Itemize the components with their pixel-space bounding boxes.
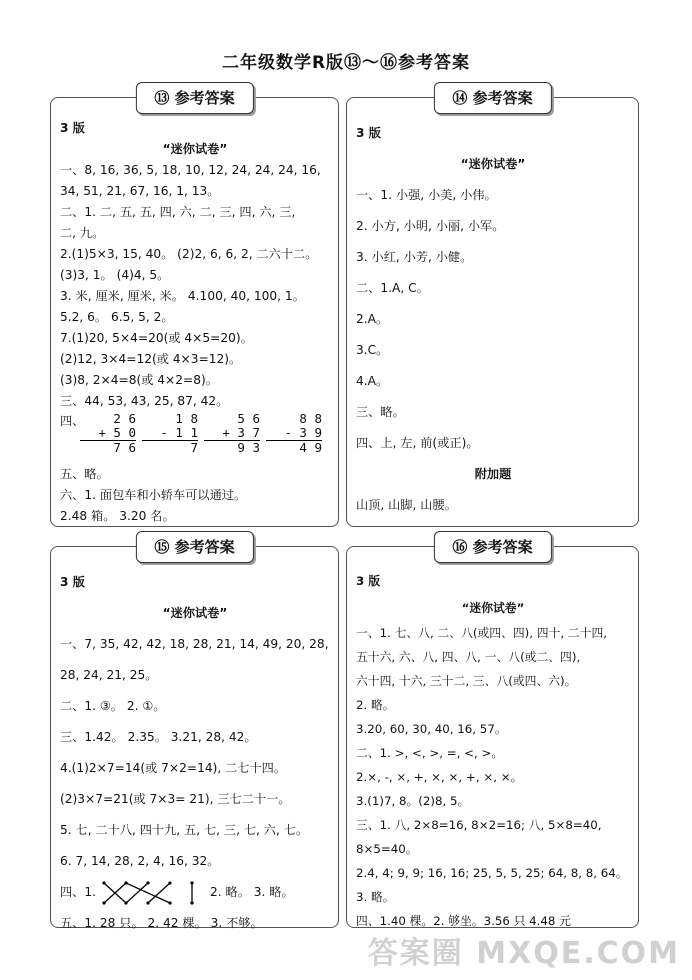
extra-section-title: 附加题 [474,467,512,481]
panel-16-content [356,567,630,933]
answer-line: 二, 九。 [60,226,105,240]
answer-line: 2.×, -, ×, +, ×, ×, +, ×, ×。 [356,770,523,784]
page-title: 二年级数学R版⑬～⑯参考答案 [221,53,471,73]
answer-panel-15 [50,538,339,930]
answer-line: 一、8, 16, 36, 5, 18, 10, 12, 24, 24, 24, 16, [60,163,321,177]
answer-line: 2. 小方, 小明, 小丽, 小军。 [356,219,505,233]
edition-label: 3 版 [60,575,85,589]
answer-line: 六十四, 十六, 三十二, 三、八(或四、六)。 [356,674,577,688]
operand-bottom: + 3 7 [204,426,260,441]
answer-line: 三、44, 53, 43, 25, 87, 42。 [60,394,229,408]
answer-line: 8×5=40。 [356,842,418,856]
answer-line: 四、上, 左, 前(或正)。 [356,436,479,450]
answer-line: 二、1. 二, 五, 五, 四, 六, 二, 三, 四, 六, 三, [60,205,296,219]
answer-line: 6. 7, 14, 28, 2, 4, 16, 32。 [60,854,220,868]
answer-line: 三、1.42。 2.35。 3.21, 28, 42。 [60,730,257,744]
answer-panel-14 [346,89,639,527]
result: 4 9 [299,440,322,455]
result: 9 3 [237,440,260,455]
matching-question [60,877,330,908]
answer-line: 3. 小红, 小芳, 小健。 [356,250,473,264]
answer-line: 四、1.40 棵。2. 够坐。3.56 只 4.48 元 [356,914,571,928]
answer-line: 二、1. ③。 2. ①。 [60,699,166,713]
answer-line: 3.(1)7, 8。(2)8, 5。 [356,794,470,808]
vertical-problem-1 [80,412,136,455]
panel-15-tab: ⑮ 参考答案 [135,531,253,563]
panel-14-tab: ⑭ 参考答案 [433,82,551,114]
answer-line: (3)3, 1。 (4)4, 5。 [60,268,170,282]
operand-bottom: - 1 1 [142,426,198,441]
answer-line: 3. 略。 [356,890,395,904]
result: 7 [190,440,198,455]
section-subtitle: “迷你试卷” [461,601,525,615]
match-label: 四、1. [60,885,97,899]
answer-line: 4.A。 [356,374,389,388]
edition-label: 3 版 [60,121,85,135]
answer-line: 二、1.A, C。 [356,281,429,295]
panel-14-content [356,118,630,521]
answer-line: (3)8, 2×4=8(或 4×2=8)。 [60,373,218,387]
answer-line: 一、7, 35, 42, 42, 18, 28, 21, 14, 49, 20, 28, [60,637,329,651]
answer-line: 34, 51, 21, 67, 16, 1, 13。 [60,184,220,198]
answer-line: 2. 略。 [356,698,395,712]
panel-13-tab: ⑬ 参考答案 [135,82,253,114]
answer-line: 五、1. 28 只。 2. 42 棵。 3. 不够。 [60,916,263,930]
vertical-problem-4 [266,412,322,455]
edition-label: 3 版 [356,574,381,588]
answer-line: 2.48 箱。 3.20 名。 [60,509,175,523]
answer-line: 3. 米, 厘米, 厘米, 米。 4.100, 40, 100, 1。 [60,289,305,303]
answer-line: (2)12, 3×4=12(或 4×3=12)。 [60,352,242,366]
operand-top: 5 6 [237,411,260,426]
panel-15-content [60,567,330,939]
vertical-problem-3 [204,412,260,455]
answer-line: 六、1. 面包车和小轿车可以通过。 [60,488,247,502]
watermark-logo: 答案圈 MXQE.COM [367,936,680,971]
panel-16-tab: ⑯ 参考答案 [433,531,551,563]
math-label: 四、 [60,414,85,428]
operand-top: 8 8 [299,411,322,426]
section-subtitle: “迷你试卷” [162,142,228,156]
answer-panel-13 [50,89,339,527]
operand-bottom: - 3 9 [266,426,322,441]
answer-line: 山顶, 山脚, 山腰。 [356,498,457,512]
vertical-arithmetic [60,412,330,464]
answer-line: 2.4, 4; 9, 9; 16, 16; 25, 5, 5, 25; 64, 8, 8, 64。 [356,866,628,880]
answer-line: 五十六, 六、八, 四、八, 一、八(或二、四), [356,650,581,664]
answer-line: 一、1. 七、八, 二、八(或四、四), 四十, 二十四, [356,626,608,640]
section-subtitle: “迷你试卷” [162,606,228,620]
matching-lines-figure [100,881,200,905]
answer-line: 28, 24, 21, 25。 [60,668,158,682]
match-rest: 2. 略。 3. 略。 [210,885,294,899]
answer-line: 二、1. >, <, >, =, <, >。 [356,746,504,760]
panel-13-content [60,118,330,527]
answer-line: (2)3×7=21(或 7×3= 21), 三七二十一。 [60,792,291,806]
operand-bottom: + 5 0 [80,426,136,441]
answer-line: 2.A。 [356,312,389,326]
answer-line: 一、1. 小强, 小美, 小伟。 [356,188,497,202]
answer-line: 2.(1)5×3, 15, 40。 (2)2, 6, 6, 2, 二六十二。 [60,247,318,261]
answer-line: 7.(1)20, 5×4=20(或 4×5=20)。 [60,331,253,345]
answer-line: 三、1. 八, 2×8=16, 8×2=16; 八, 5×8=40, [356,818,602,832]
edition-label: 3 版 [356,126,381,140]
answer-line: 五、略。 [60,467,109,481]
answer-line: 三、略。 [356,405,405,419]
operand-top: 1 8 [175,411,198,426]
vertical-problem-2 [142,412,198,455]
answer-line: 4.(1)2×7=14(或 7×2=14), 二七十四。 [60,761,287,775]
answer-line: 3.20, 60, 30, 40, 16, 57。 [356,722,507,736]
answer-line: 5.2, 6。 6.5, 5, 2。 [60,310,174,324]
operand-top: 2 6 [113,411,136,426]
section-subtitle: “迷你试卷” [460,157,526,171]
answer-panel-16 [346,538,639,928]
answer-line: 5. 七, 二十八, 四十九, 五, 七, 三, 七, 六, 七。 [60,823,309,837]
result: 7 6 [113,440,136,455]
answer-line: 3.C。 [356,343,389,357]
